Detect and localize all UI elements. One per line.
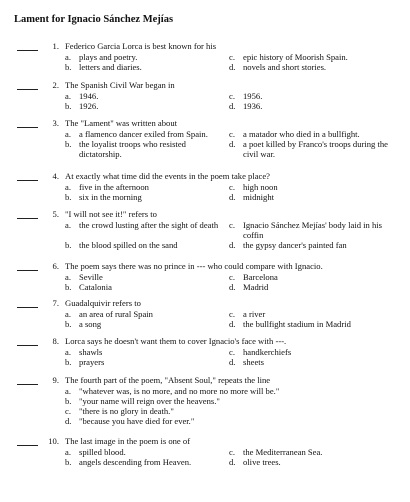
option-text: an area of rural Spain xyxy=(79,309,153,319)
option-letter: c. xyxy=(229,272,235,282)
option-text: spilled blood. xyxy=(79,447,126,457)
option-letter: d. xyxy=(229,62,236,72)
option-text: the loyalist troops who resisted dictatorship. xyxy=(79,139,186,159)
option-text: 1946. xyxy=(79,91,99,101)
option-text: the blood spilled on the sand xyxy=(79,240,178,250)
option-letter: b. xyxy=(65,396,72,406)
answer-blank[interactable] xyxy=(17,345,38,346)
option-letter: a. xyxy=(65,309,71,319)
option-letter: c. xyxy=(229,91,235,101)
option-text: Catalonia xyxy=(79,282,112,292)
answer-blank[interactable] xyxy=(17,384,38,385)
option-letter: a. xyxy=(65,52,71,62)
option-text: six in the morning xyxy=(79,192,142,202)
option-text: a matador who died in a bullfight. xyxy=(243,129,360,139)
option-text: sheets xyxy=(243,357,265,367)
answer-blank[interactable] xyxy=(17,445,38,446)
option-text: Ignacio Sánchez Mejías' body laid in his coffin xyxy=(243,220,383,240)
question-number: 6. xyxy=(52,261,59,271)
option-text: "because you have died for ever." xyxy=(79,416,195,426)
option-text: shawls xyxy=(79,347,103,357)
option-letter: d. xyxy=(229,192,236,202)
option-letter: b. xyxy=(65,457,72,467)
question-number: 5. xyxy=(52,209,59,219)
option-letter: c. xyxy=(229,347,235,357)
option-text: handkerchiefs xyxy=(243,347,292,357)
question-stem: The fourth part of the poem, "Absent Soul," repeats the line xyxy=(65,375,271,385)
option-text: "your name will reign over the heavens." xyxy=(79,396,220,406)
question-number: 4. xyxy=(52,171,59,181)
option-text: epic history of Moorish Spain. xyxy=(243,52,348,62)
option-text: prayers xyxy=(79,357,105,367)
question-number: 7. xyxy=(52,298,59,308)
option-letter: d. xyxy=(229,319,236,329)
option-text: a river xyxy=(243,309,266,319)
option-letter: d. xyxy=(229,457,236,467)
question-number: 10. xyxy=(48,436,59,446)
option-letter: d. xyxy=(229,282,236,292)
option-letter: b. xyxy=(65,240,72,250)
option-text: Madrid xyxy=(243,282,269,292)
option-text: Seville xyxy=(79,272,103,282)
option-letter: b. xyxy=(65,192,72,202)
option-text: midnight xyxy=(243,192,275,202)
option-text: the bullfight stadium in Madrid xyxy=(243,319,351,329)
question-stem: Guadalquivir refers to xyxy=(65,298,141,308)
option-letter: a. xyxy=(65,220,71,230)
answer-blank[interactable] xyxy=(17,307,38,308)
option-text: olive trees. xyxy=(243,457,281,467)
answer-blank[interactable] xyxy=(17,270,38,271)
option-letter: c. xyxy=(229,52,235,62)
question-stem: At exactly what time did the events in the poem take place? xyxy=(65,171,270,181)
option-letter: a. xyxy=(65,386,71,396)
option-text: a poet killed by Franco's troops during the civil war. xyxy=(243,139,388,159)
option-text: a song xyxy=(79,319,102,329)
option-text: the gypsy dancer's painted fan xyxy=(243,240,347,250)
answer-blank[interactable] xyxy=(17,218,38,219)
option-letter: c. xyxy=(229,182,235,192)
question-number: 9. xyxy=(52,375,59,385)
option-letter: b. xyxy=(65,139,72,149)
option-letter: a. xyxy=(65,272,71,282)
option-letter: d. xyxy=(229,101,236,111)
option-letter: c. xyxy=(229,447,235,457)
option-letter: b. xyxy=(65,319,72,329)
option-text: Barcelona xyxy=(243,272,278,282)
option-text: the crowd lusting after the sight of death xyxy=(79,220,219,230)
question-number: 1. xyxy=(52,41,59,51)
option-text: 1926. xyxy=(79,101,99,111)
option-letter: d. xyxy=(65,416,72,426)
option-letter: d. xyxy=(229,357,236,367)
option-letter: a. xyxy=(65,182,71,192)
option-text: five in the afternoon xyxy=(79,182,149,192)
answer-blank[interactable] xyxy=(17,127,38,128)
question-number: 2. xyxy=(52,80,59,90)
option-text: 1956. xyxy=(243,91,263,101)
option-letter: d. xyxy=(229,139,236,149)
question-stem: The "Lament" was written about xyxy=(65,118,178,128)
option-text: novels and short stories. xyxy=(243,62,327,72)
answer-blank[interactable] xyxy=(17,50,38,51)
question-stem: The poem says there was no prince in --- who could compare with Ignacio. xyxy=(65,261,323,271)
question-number: 8. xyxy=(52,336,59,346)
quiz-title: Lament for Ignacio Sánchez Mejías xyxy=(14,14,174,25)
question-stem: "I will not see it!" refers to xyxy=(65,209,157,219)
option-text: "whatever was, is no more, and no more no more will be." xyxy=(79,386,280,396)
option-text: 1936. xyxy=(243,101,263,111)
option-letter: a. xyxy=(65,91,71,101)
option-text: the Mediterranean Sea. xyxy=(243,447,323,457)
option-text: "there is no glory in death." xyxy=(79,406,174,416)
option-letter: d. xyxy=(229,240,236,250)
answer-blank[interactable] xyxy=(17,89,38,90)
option-letter: c. xyxy=(229,309,235,319)
option-text: plays and poetry. xyxy=(79,52,138,62)
question-stem: Lorca says he doesn't want them to cover Ignacio's face with ---. xyxy=(65,336,287,346)
option-text: angels descending from Heaven. xyxy=(79,457,192,467)
option-letter: a. xyxy=(65,447,71,457)
option-text: a flamenco dancer exiled from Spain. xyxy=(79,129,208,139)
question-stem: The last image in the poem is one of xyxy=(65,436,191,446)
answer-blank[interactable] xyxy=(17,180,38,181)
option-letter: c. xyxy=(229,129,235,139)
option-text: letters and diaries. xyxy=(79,62,142,72)
question-stem: Federico Garcia Lorca is best known for his xyxy=(65,41,217,51)
question-stem: The Spanish Civil War began in xyxy=(65,80,175,90)
option-letter: b. xyxy=(65,62,72,72)
option-letter: a. xyxy=(65,129,71,139)
question-number: 3. xyxy=(52,118,59,128)
option-letter: b. xyxy=(65,357,72,367)
option-letter: b. xyxy=(65,282,72,292)
option-letter: c. xyxy=(65,406,71,416)
option-letter: a. xyxy=(65,347,71,357)
option-letter: b. xyxy=(65,101,72,111)
option-text: high noon xyxy=(243,182,278,192)
option-letter: c. xyxy=(229,220,235,230)
